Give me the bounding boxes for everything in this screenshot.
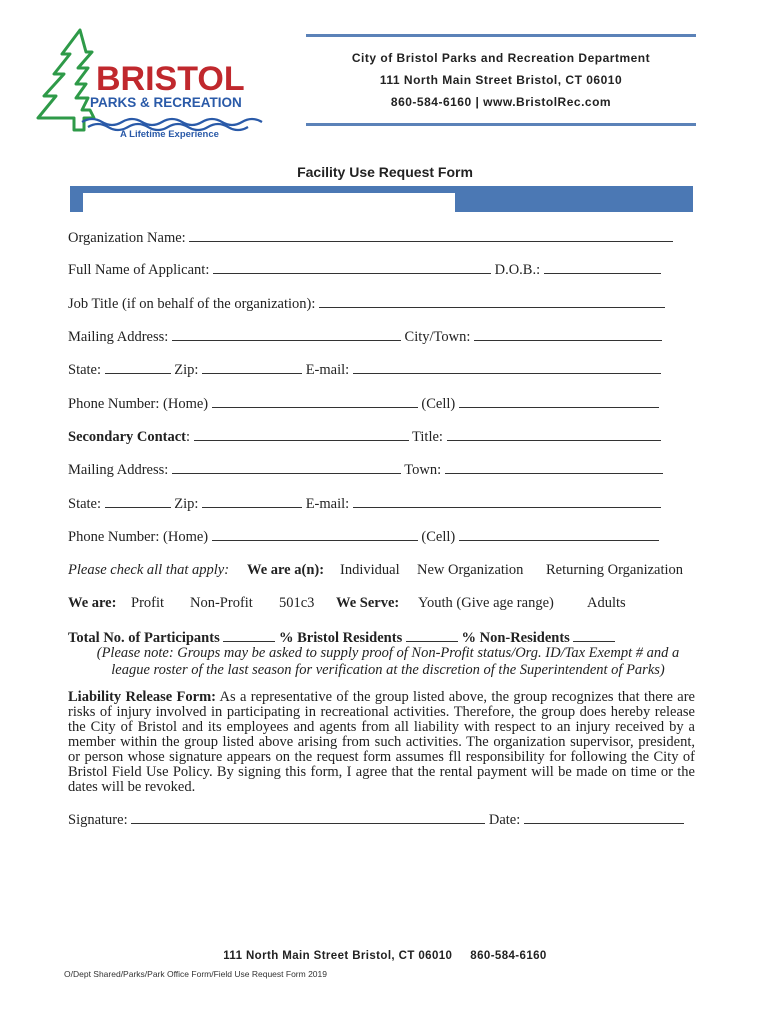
- date-label: Date:: [488, 812, 521, 828]
- city-town-field[interactable]: [474, 328, 662, 341]
- row-mailing-2: [68, 461, 708, 479]
- dob-label: D.O.B.:: [494, 262, 541, 278]
- zip-label: Zip:: [174, 362, 199, 378]
- footer-file-path: O/Dept Shared/Parks/Park Office Form/Field Use Request Form 2019: [64, 969, 327, 979]
- zip-field[interactable]: [202, 361, 302, 374]
- secondary-contact-field[interactable]: [194, 428, 409, 441]
- cell-2-field[interactable]: [459, 528, 659, 541]
- cell-label: (Cell): [421, 396, 456, 412]
- state-label: State:: [68, 362, 102, 378]
- job-title-label: Job Title (if on behalf of the organization):: [68, 296, 316, 312]
- state-field[interactable]: [105, 361, 171, 374]
- we-are-label: We are:: [68, 595, 117, 611]
- email-field[interactable]: [353, 361, 661, 374]
- phone-home-label: Phone Number: (Home): [68, 396, 209, 412]
- proof-note-line-2: league roster of the last season for verification at the discretion of the Superintendent of Parks): [111, 662, 665, 678]
- footer-address: 111 North Main Street Bristol, CT 06010 860-584-6160: [223, 950, 547, 962]
- total-participants-label: Total No. of Participants: [68, 630, 220, 646]
- logo-subtitle: PARKS & RECREATION: [90, 95, 242, 110]
- town-field[interactable]: [445, 461, 663, 474]
- option-returning-organization[interactable]: Returning Organization: [546, 562, 684, 578]
- row-phone-2: [68, 528, 708, 546]
- email-2-label: E-mail:: [305, 496, 350, 512]
- city-town-label: City/Town:: [404, 329, 471, 345]
- row-secondary-contact: [68, 428, 708, 446]
- liability-text: As a representative of the group listed above, the group recognizes that there are risks of injury involved in participating in recreational activities. Therefore, the group does hereby release the City of Bristol and its employees and agents from all liability with respect to an injury received by a member within the group listed above arising from such activities. The organization supervisor, president, or person whose signature appears on the request form assumes fll responsibility for following the City of Bristol Field Use Policy. By signing this form, I agree that the rental payment will be made on time or the dates will be revoked.: [68, 689, 695, 795]
- we-are-an-label: We are a(n):: [247, 562, 325, 578]
- pct-bristol-label: % Bristol Residents: [278, 630, 403, 646]
- zip-2-field[interactable]: [202, 495, 302, 508]
- logo-name: BRISTOL: [96, 60, 245, 98]
- state-2-field[interactable]: [105, 495, 171, 508]
- cell-2-label: (Cell): [421, 529, 456, 545]
- applicant-name-field[interactable]: [213, 261, 491, 274]
- state-2-label: State:: [68, 496, 102, 512]
- dob-field[interactable]: [544, 261, 661, 274]
- job-title-field[interactable]: [319, 295, 665, 308]
- town-label: Town:: [404, 462, 442, 478]
- pct-nonresidents-field[interactable]: [573, 629, 615, 642]
- total-participants-field[interactable]: [223, 629, 275, 642]
- row-state-2: [68, 495, 708, 513]
- check-prompt-text: Please check all that apply:: [68, 562, 230, 578]
- secondary-contact-colon: :: [186, 429, 191, 445]
- mailing-address-2-label: Mailing Address:: [68, 462, 169, 478]
- option-profit[interactable]: Profit: [131, 595, 165, 611]
- option-501c3[interactable]: 501c3: [279, 595, 315, 611]
- header-bottom-rule: [306, 123, 696, 126]
- row-mailing: [68, 328, 708, 346]
- phone-home-2-field[interactable]: [212, 528, 418, 541]
- bristol-logo: [32, 26, 272, 144]
- email-2-field[interactable]: [353, 495, 661, 508]
- tree-icon: [38, 30, 94, 130]
- check-prompt: [68, 562, 229, 579]
- department-contact: 860-584-6160 | www.BristolRec.com: [390, 95, 612, 109]
- form-title: Facility Use Request Form: [297, 164, 473, 180]
- option-non-profit[interactable]: Non-Profit: [190, 595, 253, 611]
- zip-2-label: Zip:: [174, 496, 199, 512]
- header-top-rule: [306, 34, 696, 37]
- liability-release: [68, 690, 695, 795]
- liability-heading: Liability Release Form:: [68, 689, 216, 705]
- phone-home-2-label: Phone Number: (Home): [68, 529, 209, 545]
- title-label: Title:: [412, 429, 443, 445]
- row-state: [68, 361, 708, 379]
- mailing-address-label: Mailing Address:: [68, 329, 169, 345]
- mailing-address-2-field[interactable]: [172, 461, 401, 474]
- row-phone: [68, 395, 708, 413]
- department-name: City of Bristol Parks and Recreation Department: [351, 51, 651, 65]
- email-label: E-mail:: [305, 362, 350, 378]
- mailing-address-field[interactable]: [172, 328, 401, 341]
- applicant-name-label: Full Name of Applicant:: [68, 262, 210, 278]
- phone-home-field[interactable]: [212, 395, 418, 408]
- row-job-title: [68, 295, 708, 313]
- option-individual[interactable]: Individual: [340, 562, 400, 578]
- logo-tagline: A Lifetime Experience: [120, 129, 219, 140]
- option-adults[interactable]: Adults: [587, 595, 626, 611]
- proof-note-line-1: (Please note: Groups may be asked to supply proof of Non-Profit status/Org. ID/Tax Exempt # and a: [96, 645, 680, 661]
- title-field[interactable]: [447, 428, 661, 441]
- we-serve-label: We Serve:: [336, 595, 400, 611]
- signature-field[interactable]: [131, 811, 485, 824]
- date-field[interactable]: [524, 811, 684, 824]
- title-bar-field[interactable]: [83, 193, 455, 212]
- option-youth[interactable]: Youth (Give age range): [418, 595, 554, 611]
- pct-bristol-field[interactable]: [406, 629, 458, 642]
- department-address: 111 North Main Street Bristol, CT 06010: [379, 73, 623, 87]
- row-organization: [68, 229, 708, 247]
- signature-label: Signature:: [68, 812, 128, 828]
- organization-name-field[interactable]: [189, 229, 673, 242]
- pct-nonresidents-label: % Non-Residents: [461, 630, 570, 646]
- secondary-contact-label: Secondary Contact: [68, 429, 187, 445]
- row-signature: [68, 811, 708, 829]
- row-applicant: [68, 261, 708, 279]
- cell-field[interactable]: [459, 395, 659, 408]
- organization-name-label: Organization Name:: [68, 230, 186, 246]
- option-new-organization[interactable]: New Organization: [417, 562, 524, 578]
